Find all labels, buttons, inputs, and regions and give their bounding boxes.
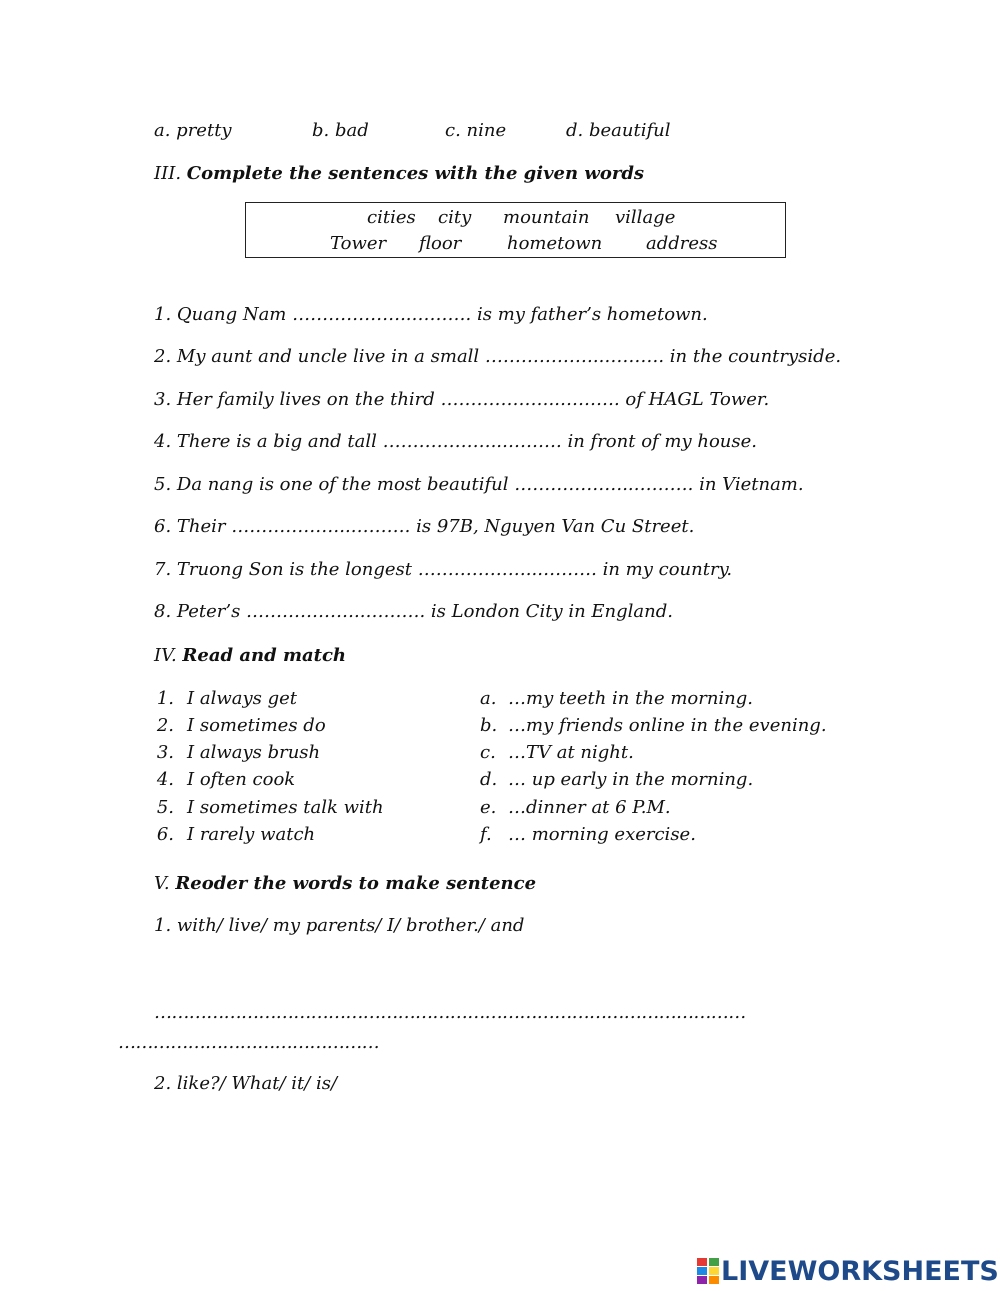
- match-left-num-6: 6.: [156, 824, 174, 845]
- sentence-6[interactable]: 6. Their ………………..………. is 97B, Nguyen Van Cu Street.: [154, 516, 695, 537]
- match-left-num-1: 1.: [156, 688, 174, 709]
- sentence-4[interactable]: 4. There is a big and tall ………………..………. in front of my house.: [154, 431, 758, 452]
- word-tower: Tower: [330, 233, 387, 254]
- match-right-letter-c: c.: [480, 742, 496, 763]
- match-right-letter-a: a.: [480, 688, 497, 709]
- sentence-8[interactable]: 8. Peter’s ………………..………. is London City in England.: [154, 601, 673, 622]
- section-5-heading: [154, 873, 536, 894]
- q10-option-c[interactable]: c. nine: [445, 120, 507, 141]
- match-right-letter-e: e.: [480, 797, 497, 818]
- match-left-num-2: 2.: [156, 715, 174, 736]
- sentence-1[interactable]: 1. Quang Nam ………………..………. is my father’s hometown.: [154, 304, 708, 325]
- q10-option-b[interactable]: b. bad: [312, 120, 369, 141]
- match-left-num-3: 3.: [156, 742, 174, 763]
- match-left-item-4[interactable]: I often cook: [187, 769, 296, 790]
- word-city: city: [438, 207, 472, 228]
- section-3-heading: [154, 163, 644, 184]
- section-5-label: V.: [154, 873, 170, 894]
- match-right-item-e[interactable]: …dinner at 6 P.M.: [508, 797, 671, 818]
- sentence-3[interactable]: 3. Her family lives on the third ………………..………. of HAGL Tower.: [154, 389, 770, 410]
- reorder-question-1: 1. with/ live/ my parents/ I/ brother./ and: [154, 915, 525, 936]
- match-right-letter-b: b.: [480, 715, 498, 736]
- sentence-7[interactable]: 7. Truong Son is the longest ………………..………. in my country.: [154, 559, 733, 580]
- q10-option-a[interactable]: a. pretty: [154, 120, 232, 141]
- logo-mark-icon: [697, 1258, 719, 1284]
- match-left-item-3[interactable]: I always brush: [187, 742, 321, 763]
- answer-dots-line-1[interactable]: …………………………………………………………………………………………: [154, 1002, 746, 1023]
- match-left-item-2[interactable]: I sometimes do: [187, 715, 326, 736]
- match-left-item-5[interactable]: I sometimes talk with: [187, 797, 384, 818]
- word-floor: floor: [419, 233, 462, 254]
- word-bank-box: [245, 202, 786, 258]
- match-right-letter-d: d.: [480, 769, 498, 790]
- section-4-label: IV.: [154, 645, 177, 666]
- match-left-item-1[interactable]: I always get: [187, 688, 297, 709]
- word-hometown: hometown: [507, 233, 603, 254]
- section-5-title: Reoder the words to make sentence: [175, 873, 537, 894]
- section-3-title: Complete the sentences with the given words: [186, 163, 645, 184]
- sentence-5[interactable]: 5. Da nang is one of the most beautiful ………………..………. in Vietnam.: [154, 474, 804, 495]
- match-left-item-6[interactable]: I rarely watch: [187, 824, 316, 845]
- word-cities: cities: [367, 207, 416, 228]
- section-4-heading: [154, 645, 346, 666]
- match-right-letter-f: f.: [480, 824, 492, 845]
- match-right-item-f[interactable]: … morning exercise.: [508, 824, 696, 845]
- logo-text: LIVEWORKSHEETS: [721, 1255, 999, 1287]
- match-left-num-5: 5.: [156, 797, 174, 818]
- match-right-item-c[interactable]: …TV at night.: [508, 742, 634, 763]
- section-3-label: III.: [154, 163, 182, 184]
- sentence-2[interactable]: 2. My aunt and uncle live in a small ………………..………. in the countryside.: [154, 346, 842, 367]
- q10-option-d[interactable]: d. beautiful: [566, 120, 671, 141]
- answer-dots-line-2[interactable]: ………………………………………: [118, 1032, 380, 1053]
- reorder-question-2: 2. like?/ What/ it/ is/: [154, 1073, 338, 1094]
- word-address: address: [646, 233, 718, 254]
- match-left-num-4: 4.: [156, 769, 174, 790]
- word-village: village: [615, 207, 676, 228]
- liveworksheets-logo: [697, 1253, 999, 1289]
- match-right-item-b[interactable]: …my friends online in the evening.: [508, 715, 827, 736]
- match-right-item-d[interactable]: … up early in the morning.: [508, 769, 754, 790]
- word-mountain: mountain: [503, 207, 590, 228]
- match-right-item-a[interactable]: …my teeth in the morning.: [508, 688, 754, 709]
- section-4-title: Read and match: [182, 645, 347, 666]
